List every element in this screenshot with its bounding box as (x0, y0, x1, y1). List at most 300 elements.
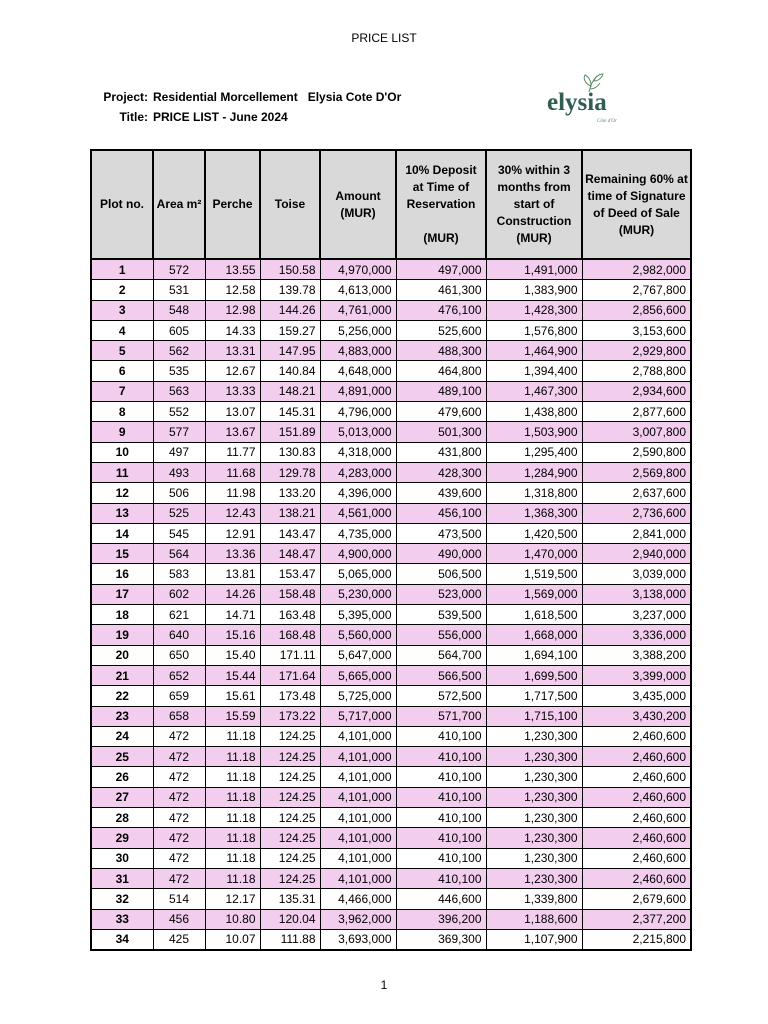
cell-construction: 1,107,900 (486, 929, 582, 950)
table-row (91, 422, 691, 442)
cell-remaining: 2,460,600 (582, 726, 691, 746)
cell-remaining: 3,237,000 (582, 605, 691, 625)
cell-construction: 1,230,300 (486, 787, 582, 807)
cell-perche: 10.80 (205, 909, 260, 929)
cell-amount: 4,970,000 (320, 259, 396, 280)
cell-deposit: 396,200 (396, 909, 486, 929)
cell-area: 425 (153, 929, 205, 950)
cell-toise: 159.27 (260, 320, 320, 340)
cell-remaining: 3,388,200 (582, 645, 691, 665)
cell-amount: 4,101,000 (320, 726, 396, 746)
cell-perche: 12.17 (205, 889, 260, 909)
cell-plot-no: 9 (91, 422, 153, 442)
cell-toise: 129.78 (260, 462, 320, 482)
cell-toise: 171.11 (260, 645, 320, 665)
cell-amount: 5,230,000 (320, 584, 396, 604)
cell-deposit: 571,700 (396, 706, 486, 726)
cell-perche: 12.43 (205, 503, 260, 523)
cell-toise: 148.21 (260, 381, 320, 401)
cell-perche: 11.18 (205, 747, 260, 767)
cell-area: 621 (153, 605, 205, 625)
title-line (96, 110, 288, 124)
cell-toise: 147.95 (260, 341, 320, 361)
cell-amount: 4,648,000 (320, 361, 396, 381)
cell-amount: 4,466,000 (320, 889, 396, 909)
cell-deposit: 473,500 (396, 523, 486, 543)
cell-construction: 1,339,800 (486, 889, 582, 909)
logo-wordmark: elysia (547, 89, 607, 116)
cell-perche: 11.18 (205, 848, 260, 868)
cell-toise: 130.83 (260, 442, 320, 462)
cell-construction: 1,491,000 (486, 259, 582, 280)
cell-deposit: 539,500 (396, 605, 486, 625)
cell-perche: 11.18 (205, 787, 260, 807)
cell-deposit: 446,600 (396, 889, 486, 909)
cell-area: 652 (153, 665, 205, 685)
cell-plot-no: 10 (91, 442, 153, 462)
cell-toise: 144.26 (260, 300, 320, 320)
cell-perche: 12.98 (205, 300, 260, 320)
table-row (91, 909, 691, 929)
cell-area: 650 (153, 645, 205, 665)
cell-area: 472 (153, 767, 205, 787)
cell-area: 493 (153, 462, 205, 482)
cell-remaining: 3,153,600 (582, 320, 691, 340)
cell-deposit: 506,500 (396, 564, 486, 584)
cell-plot-no: 27 (91, 787, 153, 807)
cell-area: 514 (153, 889, 205, 909)
cell-remaining: 2,934,600 (582, 381, 691, 401)
table-row (91, 442, 691, 462)
table-row (91, 625, 691, 645)
cell-area: 552 (153, 402, 205, 422)
cell-deposit: 410,100 (396, 848, 486, 868)
cell-amount: 4,101,000 (320, 747, 396, 767)
cell-remaining: 3,336,000 (582, 625, 691, 645)
cell-amount: 5,013,000 (320, 422, 396, 442)
cell-deposit: 439,600 (396, 483, 486, 503)
project-line (96, 90, 401, 104)
cell-perche: 11.77 (205, 442, 260, 462)
cell-area: 583 (153, 564, 205, 584)
cell-amount: 4,561,000 (320, 503, 396, 523)
cell-plot-no: 7 (91, 381, 153, 401)
header-toise: Toise (260, 150, 320, 259)
table-row (91, 280, 691, 300)
cell-toise: 133.20 (260, 483, 320, 503)
cell-construction: 1,668,000 (486, 625, 582, 645)
cell-amount: 4,101,000 (320, 808, 396, 828)
project-value: Residential Morcellement Elysia Cote D'Or (153, 90, 402, 104)
cell-plot-no: 32 (91, 889, 153, 909)
cell-deposit: 410,100 (396, 828, 486, 848)
cell-toise: 163.48 (260, 605, 320, 625)
cell-amount: 3,693,000 (320, 929, 396, 950)
cell-remaining: 2,929,800 (582, 341, 691, 361)
cell-construction: 1,295,400 (486, 442, 582, 462)
cell-construction: 1,428,300 (486, 300, 582, 320)
cell-toise: 168.48 (260, 625, 320, 645)
cell-construction: 1,284,900 (486, 462, 582, 482)
cell-plot-no: 26 (91, 767, 153, 787)
table-row (91, 767, 691, 787)
cell-construction: 1,230,300 (486, 726, 582, 746)
header-perche: Perche (205, 150, 260, 259)
cell-amount: 4,101,000 (320, 848, 396, 868)
table-row (91, 665, 691, 685)
table-header-row (91, 150, 691, 259)
cell-area: 506 (153, 483, 205, 503)
cell-deposit: 428,300 (396, 462, 486, 482)
cell-deposit: 490,000 (396, 544, 486, 564)
table-row (91, 544, 691, 564)
cell-toise: 151.89 (260, 422, 320, 442)
cell-remaining: 2,460,600 (582, 848, 691, 868)
cell-amount: 4,883,000 (320, 341, 396, 361)
cell-deposit: 410,100 (396, 787, 486, 807)
table-row (91, 787, 691, 807)
cell-construction: 1,576,800 (486, 320, 582, 340)
cell-plot-no: 13 (91, 503, 153, 523)
cell-toise: 124.25 (260, 828, 320, 848)
cell-plot-no: 20 (91, 645, 153, 665)
cell-construction: 1,230,300 (486, 767, 582, 787)
cell-remaining: 2,736,600 (582, 503, 691, 523)
cell-area: 545 (153, 523, 205, 543)
table-row (91, 503, 691, 523)
cell-deposit: 410,100 (396, 767, 486, 787)
cell-perche: 13.55 (205, 259, 260, 280)
cell-remaining: 3,435,000 (582, 686, 691, 706)
cell-plot-no: 17 (91, 584, 153, 604)
cell-construction: 1,318,800 (486, 483, 582, 503)
cell-construction: 1,618,500 (486, 605, 582, 625)
header-remaining: Remaining 60% at time of Signature of Deed of Sale (MUR) (582, 150, 691, 259)
elysia-logo-graphic (545, 72, 627, 130)
cell-area: 472 (153, 808, 205, 828)
cell-area: 562 (153, 341, 205, 361)
cell-area: 472 (153, 828, 205, 848)
price-table-body (91, 259, 691, 950)
cell-amount: 4,613,000 (320, 280, 396, 300)
cell-construction: 1,715,100 (486, 706, 582, 726)
page-number: 1 (380, 978, 388, 992)
table-row (91, 584, 691, 604)
cell-construction: 1,188,600 (486, 909, 582, 929)
cell-remaining: 2,841,000 (582, 523, 691, 543)
cell-deposit: 410,100 (396, 808, 486, 828)
cell-toise: 138.21 (260, 503, 320, 523)
cell-remaining: 2,637,600 (582, 483, 691, 503)
cell-plot-no: 1 (91, 259, 153, 280)
cell-amount: 4,101,000 (320, 868, 396, 888)
cell-amount: 5,665,000 (320, 665, 396, 685)
cell-area: 472 (153, 787, 205, 807)
cell-remaining: 2,569,800 (582, 462, 691, 482)
cell-area: 548 (153, 300, 205, 320)
cell-toise: 145.31 (260, 402, 320, 422)
table-row (91, 828, 691, 848)
table-row (91, 300, 691, 320)
cell-area: 525 (153, 503, 205, 523)
cell-plot-no: 34 (91, 929, 153, 950)
cell-area: 472 (153, 868, 205, 888)
cell-toise: 111.88 (260, 929, 320, 950)
cell-amount: 4,735,000 (320, 523, 396, 543)
cell-toise: 143.47 (260, 523, 320, 543)
cell-deposit: 410,100 (396, 747, 486, 767)
cell-deposit: 572,500 (396, 686, 486, 706)
cell-deposit: 431,800 (396, 442, 486, 462)
cell-plot-no: 19 (91, 625, 153, 645)
cell-deposit: 479,600 (396, 402, 486, 422)
cell-remaining: 2,460,600 (582, 747, 691, 767)
cell-amount: 4,318,000 (320, 442, 396, 462)
table-row (91, 605, 691, 625)
cell-area: 531 (153, 280, 205, 300)
cell-remaining: 2,590,800 (582, 442, 691, 462)
cell-remaining: 2,460,600 (582, 828, 691, 848)
cell-plot-no: 30 (91, 848, 153, 868)
cell-toise: 124.25 (260, 747, 320, 767)
cell-amount: 3,962,000 (320, 909, 396, 929)
cell-perche: 12.58 (205, 280, 260, 300)
table-row (91, 808, 691, 828)
table-row (91, 706, 691, 726)
header-construction: 30% within 3 months from start of Construction (MUR) (486, 150, 582, 259)
cell-perche: 15.61 (205, 686, 260, 706)
cell-area: 472 (153, 848, 205, 868)
cell-remaining: 2,377,200 (582, 909, 691, 929)
cell-construction: 1,519,500 (486, 564, 582, 584)
cell-construction: 1,438,800 (486, 402, 582, 422)
cell-plot-no: 21 (91, 665, 153, 685)
cell-perche: 12.67 (205, 361, 260, 381)
table-row (91, 645, 691, 665)
title-label: Title: (119, 110, 148, 124)
cell-plot-no: 28 (91, 808, 153, 828)
cell-toise: 173.22 (260, 706, 320, 726)
header-area: Area m² (153, 150, 205, 259)
cell-perche: 11.18 (205, 828, 260, 848)
cell-toise: 135.31 (260, 889, 320, 909)
cell-remaining: 2,767,800 (582, 280, 691, 300)
table-row (91, 747, 691, 767)
cell-perche: 11.18 (205, 726, 260, 746)
cell-amount: 5,725,000 (320, 686, 396, 706)
cell-remaining: 2,940,000 (582, 544, 691, 564)
cell-plot-no: 18 (91, 605, 153, 625)
cell-construction: 1,699,500 (486, 665, 582, 685)
table-row (91, 259, 691, 280)
cell-perche: 14.33 (205, 320, 260, 340)
table-row (91, 462, 691, 482)
cell-plot-no: 31 (91, 868, 153, 888)
document-title: PRICE LIST (351, 31, 417, 45)
cell-perche: 13.33 (205, 381, 260, 401)
cell-construction: 1,230,300 (486, 828, 582, 848)
cell-plot-no: 24 (91, 726, 153, 746)
logo-tagline: Côte d'Or (597, 119, 617, 124)
cell-perche: 12.91 (205, 523, 260, 543)
cell-construction: 1,569,000 (486, 584, 582, 604)
cell-amount: 5,395,000 (320, 605, 396, 625)
cell-perche: 11.68 (205, 462, 260, 482)
cell-amount: 4,101,000 (320, 828, 396, 848)
cell-remaining: 2,460,600 (582, 787, 691, 807)
cell-area: 577 (153, 422, 205, 442)
cell-remaining: 2,856,600 (582, 300, 691, 320)
cell-toise: 158.48 (260, 584, 320, 604)
cell-perche: 11.18 (205, 767, 260, 787)
cell-construction: 1,694,100 (486, 645, 582, 665)
cell-area: 572 (153, 259, 205, 280)
header-deposit: 10% Deposit at Time of Reservation (MUR) (396, 150, 486, 259)
cell-toise: 124.25 (260, 848, 320, 868)
cell-plot-no: 5 (91, 341, 153, 361)
cell-area: 659 (153, 686, 205, 706)
cell-perche: 11.18 (205, 808, 260, 828)
cell-deposit: 489,100 (396, 381, 486, 401)
price-table (90, 149, 692, 951)
table-row (91, 929, 691, 950)
cell-construction: 1,230,300 (486, 868, 582, 888)
cell-deposit: 476,100 (396, 300, 486, 320)
elysia-logo (545, 72, 627, 130)
table-row (91, 320, 691, 340)
cell-remaining: 3,007,800 (582, 422, 691, 442)
cell-amount: 4,101,000 (320, 787, 396, 807)
cell-amount: 4,900,000 (320, 544, 396, 564)
cell-perche: 13.36 (205, 544, 260, 564)
cell-amount: 5,256,000 (320, 320, 396, 340)
cell-amount: 4,761,000 (320, 300, 396, 320)
cell-toise: 139.78 (260, 280, 320, 300)
cell-deposit: 456,100 (396, 503, 486, 523)
cell-area: 605 (153, 320, 205, 340)
cell-toise: 124.25 (260, 808, 320, 828)
cell-area: 658 (153, 706, 205, 726)
cell-amount: 5,560,000 (320, 625, 396, 645)
cell-amount: 4,891,000 (320, 381, 396, 401)
cell-amount: 4,101,000 (320, 767, 396, 787)
cell-toise: 173.48 (260, 686, 320, 706)
cell-construction: 1,503,900 (486, 422, 582, 442)
header-amount: Amount (MUR) (320, 150, 396, 259)
cell-plot-no: 8 (91, 402, 153, 422)
cell-deposit: 566,500 (396, 665, 486, 685)
cell-deposit: 525,600 (396, 320, 486, 340)
table-row (91, 868, 691, 888)
cell-area: 472 (153, 726, 205, 746)
cell-toise: 148.47 (260, 544, 320, 564)
table-row (91, 889, 691, 909)
cell-perche: 10.07 (205, 929, 260, 950)
cell-remaining: 2,982,000 (582, 259, 691, 280)
cell-area: 456 (153, 909, 205, 929)
cell-perche: 13.67 (205, 422, 260, 442)
cell-plot-no: 23 (91, 706, 153, 726)
cell-plot-no: 3 (91, 300, 153, 320)
cell-amount: 4,396,000 (320, 483, 396, 503)
cell-construction: 1,394,400 (486, 361, 582, 381)
cell-area: 563 (153, 381, 205, 401)
cell-area: 640 (153, 625, 205, 645)
cell-deposit: 497,000 (396, 259, 486, 280)
table-row (91, 402, 691, 422)
cell-deposit: 564,700 (396, 645, 486, 665)
cell-amount: 4,283,000 (320, 462, 396, 482)
cell-toise: 124.25 (260, 868, 320, 888)
table-row (91, 564, 691, 584)
cell-deposit: 461,300 (396, 280, 486, 300)
cell-deposit: 488,300 (396, 341, 486, 361)
table-row (91, 483, 691, 503)
cell-toise: 124.25 (260, 787, 320, 807)
cell-remaining: 3,039,000 (582, 564, 691, 584)
cell-toise: 150.58 (260, 259, 320, 280)
cell-perche: 14.26 (205, 584, 260, 604)
cell-amount: 4,796,000 (320, 402, 396, 422)
cell-remaining: 2,788,800 (582, 361, 691, 381)
table-row (91, 381, 691, 401)
cell-construction: 1,467,300 (486, 381, 582, 401)
cell-plot-no: 33 (91, 909, 153, 929)
cell-plot-no: 15 (91, 544, 153, 564)
cell-deposit: 410,100 (396, 868, 486, 888)
cell-amount: 5,647,000 (320, 645, 396, 665)
cell-deposit: 523,000 (396, 584, 486, 604)
cell-perche: 11.18 (205, 868, 260, 888)
table-row (91, 523, 691, 543)
cell-remaining: 3,138,000 (582, 584, 691, 604)
cell-toise: 140.84 (260, 361, 320, 381)
table-row (91, 848, 691, 868)
cell-toise: 124.25 (260, 726, 320, 746)
cell-plot-no: 12 (91, 483, 153, 503)
cell-toise: 171.64 (260, 665, 320, 685)
cell-deposit: 464,800 (396, 361, 486, 381)
cell-plot-no: 4 (91, 320, 153, 340)
title-value: PRICE LIST - June 2024 (153, 110, 288, 124)
cell-area: 497 (153, 442, 205, 462)
cell-deposit: 501,300 (396, 422, 486, 442)
cell-construction: 1,464,900 (486, 341, 582, 361)
cell-area: 472 (153, 747, 205, 767)
cell-construction: 1,420,500 (486, 523, 582, 543)
cell-area: 535 (153, 361, 205, 381)
table-row (91, 726, 691, 746)
cell-plot-no: 22 (91, 686, 153, 706)
cell-perche: 14.71 (205, 605, 260, 625)
cell-plot-no: 25 (91, 747, 153, 767)
cell-remaining: 2,877,600 (582, 402, 691, 422)
cell-area: 602 (153, 584, 205, 604)
cell-toise: 124.25 (260, 767, 320, 787)
cell-remaining: 2,215,800 (582, 929, 691, 950)
cell-construction: 1,230,300 (486, 808, 582, 828)
project-label: Project: (103, 90, 148, 104)
cell-remaining: 2,460,600 (582, 767, 691, 787)
cell-plot-no: 29 (91, 828, 153, 848)
table-row (91, 686, 691, 706)
cell-perche: 15.44 (205, 665, 260, 685)
cell-remaining: 2,679,600 (582, 889, 691, 909)
table-row (91, 341, 691, 361)
cell-perche: 15.59 (205, 706, 260, 726)
cell-construction: 1,470,000 (486, 544, 582, 564)
cell-construction: 1,230,300 (486, 848, 582, 868)
